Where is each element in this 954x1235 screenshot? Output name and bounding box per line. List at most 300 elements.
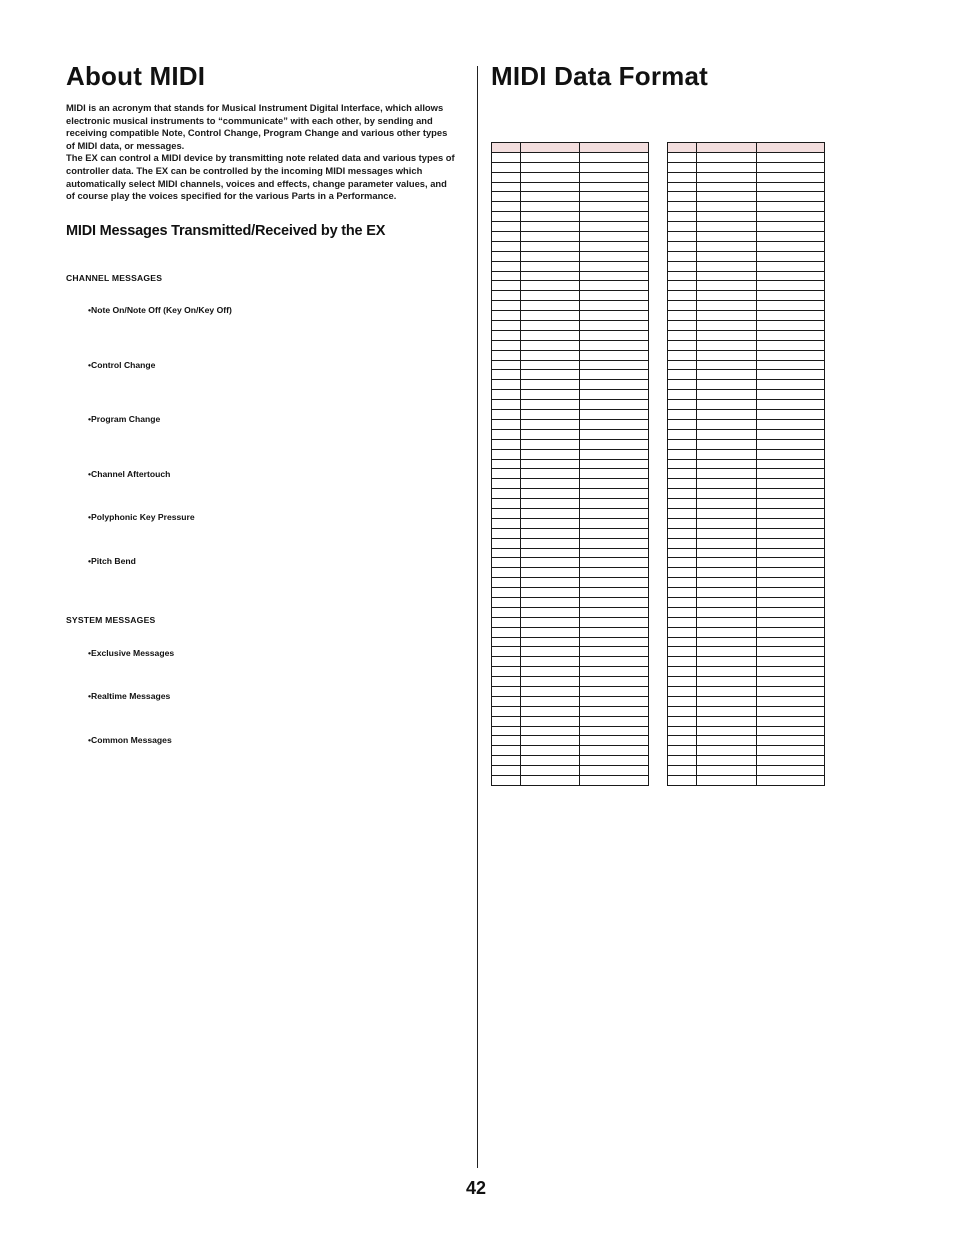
table-row — [492, 390, 649, 400]
table-cell — [668, 558, 697, 568]
table-cell — [757, 241, 825, 251]
table-cell — [580, 459, 649, 469]
table-cell — [492, 637, 521, 647]
table-cell — [492, 607, 521, 617]
table-cell — [521, 716, 580, 726]
table-cell — [697, 291, 757, 301]
table-cell — [492, 548, 521, 558]
table-cell — [697, 261, 757, 271]
table-cell — [697, 202, 757, 212]
table-cell — [580, 192, 649, 202]
table-row — [668, 627, 825, 637]
table-cell — [580, 419, 649, 429]
section-heading-midi-messages: MIDI Messages Transmitted/Received by the EX — [66, 223, 386, 239]
table-row — [492, 607, 649, 617]
table-cell — [580, 489, 649, 499]
table-cell — [697, 340, 757, 350]
table-cell — [757, 370, 825, 380]
table-cell — [757, 528, 825, 538]
table-cell — [580, 538, 649, 548]
page-number: 42 — [466, 1178, 487, 1198]
table-cell — [521, 528, 580, 538]
table-row — [492, 548, 649, 558]
table-cell — [521, 706, 580, 716]
table-cell — [521, 558, 580, 568]
table-cell — [697, 419, 757, 429]
table-cell — [757, 736, 825, 746]
table-row — [668, 400, 825, 410]
table-row — [492, 261, 649, 271]
table-row — [668, 301, 825, 311]
table-cell — [492, 647, 521, 657]
table-row — [668, 251, 825, 261]
table-header-row — [492, 143, 649, 153]
table-cell — [697, 558, 757, 568]
table-cell — [492, 657, 521, 667]
table-cell — [580, 746, 649, 756]
table-cell — [668, 568, 697, 578]
table-row — [492, 340, 649, 350]
table-cell — [697, 350, 757, 360]
table-cell — [580, 143, 649, 153]
table-cell — [492, 232, 521, 242]
table-cell — [492, 162, 521, 172]
table-cell — [521, 400, 580, 410]
table-row — [492, 281, 649, 291]
table-row — [492, 410, 649, 420]
table-cell — [492, 143, 521, 153]
table-cell — [757, 330, 825, 340]
table-row — [668, 499, 825, 509]
table-cell — [757, 390, 825, 400]
table-cell — [521, 597, 580, 607]
table-row — [668, 410, 825, 420]
table-cell — [492, 558, 521, 568]
table-row — [492, 251, 649, 261]
table-cell — [521, 538, 580, 548]
table-row — [668, 756, 825, 766]
table-cell — [668, 677, 697, 687]
table-row — [492, 776, 649, 786]
table-cell — [697, 716, 757, 726]
table-cell — [697, 756, 757, 766]
table-cell — [521, 232, 580, 242]
table-cell — [580, 499, 649, 509]
table-cell — [697, 311, 757, 321]
about-midi-column — [66, 60, 458, 745]
table-cell — [668, 766, 697, 776]
table-cell — [580, 776, 649, 786]
table-row — [492, 469, 649, 479]
table-row — [492, 321, 649, 331]
table-cell — [757, 716, 825, 726]
table-cell — [580, 449, 649, 459]
table-cell — [697, 746, 757, 756]
table-cell — [521, 439, 580, 449]
table-row — [492, 677, 649, 687]
message-exclusive: •Exclusive Messages — [88, 648, 175, 658]
table-cell — [492, 716, 521, 726]
table-row — [492, 766, 649, 776]
table-cell — [668, 172, 697, 182]
table-cell — [697, 182, 757, 192]
table-cell — [697, 439, 757, 449]
table-cell — [492, 528, 521, 538]
table-cell — [521, 736, 580, 746]
table-cell — [521, 350, 580, 360]
table-cell — [697, 766, 757, 776]
table-cell — [580, 588, 649, 598]
table-cell — [757, 192, 825, 202]
table-row — [492, 736, 649, 746]
table-cell — [521, 746, 580, 756]
table-cell — [580, 241, 649, 251]
table-cell — [697, 499, 757, 509]
table-cell — [757, 439, 825, 449]
table-cell — [697, 152, 757, 162]
table-cell — [580, 627, 649, 637]
channel-messages-label: CHANNEL MESSAGES — [66, 273, 163, 283]
table-cell — [757, 360, 825, 370]
table-cell — [757, 340, 825, 350]
table-cell — [668, 370, 697, 380]
table-cell — [697, 192, 757, 202]
table-cell — [492, 311, 521, 321]
table-cell — [697, 548, 757, 558]
table-cell — [668, 588, 697, 598]
table-cell — [521, 330, 580, 340]
table-cell — [668, 657, 697, 667]
table-cell — [492, 578, 521, 588]
table-row — [492, 696, 649, 706]
table-cell — [757, 686, 825, 696]
table-cell — [492, 677, 521, 687]
table-row — [492, 182, 649, 192]
table-cell — [521, 360, 580, 370]
table-cell — [757, 291, 825, 301]
table-cell — [757, 538, 825, 548]
table-row — [492, 518, 649, 528]
table-cell — [580, 162, 649, 172]
table-row — [668, 459, 825, 469]
table-cell — [668, 469, 697, 479]
table-cell — [757, 162, 825, 172]
table-cell — [668, 162, 697, 172]
table-cell — [697, 706, 757, 716]
page-title-about-midi: About MIDI — [66, 61, 206, 91]
table-cell — [492, 617, 521, 627]
table-row — [668, 657, 825, 667]
message-channel-aftertouch: •Channel Aftertouch — [88, 469, 171, 479]
table-cell — [668, 301, 697, 311]
table-cell — [580, 657, 649, 667]
table-cell — [521, 617, 580, 627]
table-cell — [757, 301, 825, 311]
table-cell — [492, 241, 521, 251]
table-cell — [697, 212, 757, 222]
table-cell — [697, 686, 757, 696]
table-cell — [580, 469, 649, 479]
table-cell — [521, 311, 580, 321]
table-cell — [492, 439, 521, 449]
table-cell — [668, 202, 697, 212]
table-cell — [492, 499, 521, 509]
table-cell — [668, 390, 697, 400]
table-row — [668, 726, 825, 736]
table-row — [492, 538, 649, 548]
table-cell — [580, 222, 649, 232]
table-row — [492, 528, 649, 538]
table-row — [492, 617, 649, 627]
table-cell — [668, 271, 697, 281]
table-cell — [697, 143, 757, 153]
table-row — [492, 301, 649, 311]
table-row — [492, 439, 649, 449]
table-cell — [668, 261, 697, 271]
table-row — [492, 172, 649, 182]
table-cell — [757, 400, 825, 410]
table-row — [492, 716, 649, 726]
table-cell — [492, 469, 521, 479]
table-cell — [757, 152, 825, 162]
table-row — [668, 281, 825, 291]
table-cell — [521, 143, 580, 153]
table-cell — [757, 202, 825, 212]
table-cell — [521, 281, 580, 291]
table-cell — [580, 578, 649, 588]
message-common: •Common Messages — [88, 735, 172, 745]
table-cell — [697, 726, 757, 736]
table-cell — [668, 311, 697, 321]
table-cell — [668, 716, 697, 726]
table-row — [668, 202, 825, 212]
table-cell — [697, 627, 757, 637]
table-cell — [757, 756, 825, 766]
table-row — [668, 617, 825, 627]
table-cell — [757, 281, 825, 291]
table-cell — [757, 321, 825, 331]
table-cell — [697, 588, 757, 598]
table-row — [492, 350, 649, 360]
table-row — [492, 202, 649, 212]
table-row — [668, 776, 825, 786]
table-cell — [492, 251, 521, 261]
table-cell — [697, 578, 757, 588]
table-cell — [757, 271, 825, 281]
table-cell — [757, 766, 825, 776]
table-cell — [697, 232, 757, 242]
table-cell — [697, 657, 757, 667]
table-cell — [521, 667, 580, 677]
table-cell — [521, 261, 580, 271]
table-row — [492, 222, 649, 232]
table-cell — [697, 162, 757, 172]
table-cell — [668, 222, 697, 232]
table-cell — [492, 459, 521, 469]
table-cell — [521, 508, 580, 518]
table-cell — [697, 776, 757, 786]
table-cell — [521, 518, 580, 528]
table-cell — [757, 222, 825, 232]
intro-text — [66, 102, 458, 203]
table-cell — [757, 558, 825, 568]
table-row — [668, 192, 825, 202]
table-cell — [521, 568, 580, 578]
table-cell — [521, 380, 580, 390]
table-cell — [757, 597, 825, 607]
table-cell — [492, 390, 521, 400]
table-cell — [668, 548, 697, 558]
table-cell — [668, 607, 697, 617]
table-cell — [521, 291, 580, 301]
table-cell — [668, 479, 697, 489]
table-cell — [697, 597, 757, 607]
table-cell — [757, 746, 825, 756]
table-cell — [580, 172, 649, 182]
table-cell — [521, 301, 580, 311]
table-cell — [521, 588, 580, 598]
table-row — [668, 479, 825, 489]
intro-paragraph-1: MIDI is an acronym that stands for Musical Instrument Digital Interface, which allows electronic musical instruments to “communicate” with each other, by sending and receiving compatible Note, Control Change, Program Change and various other types of MIDI data, or messages. — [66, 102, 448, 151]
table-cell — [492, 568, 521, 578]
table-cell — [521, 469, 580, 479]
table-row — [668, 212, 825, 222]
table-cell — [697, 172, 757, 182]
table-cell — [521, 222, 580, 232]
table-cell — [757, 449, 825, 459]
table-row — [492, 657, 649, 667]
table-cell — [580, 766, 649, 776]
table-row — [492, 558, 649, 568]
table-cell — [521, 647, 580, 657]
table-cell — [492, 686, 521, 696]
table-cell — [492, 518, 521, 528]
table-cell — [492, 261, 521, 271]
table-cell — [521, 370, 580, 380]
table-row — [668, 766, 825, 776]
table-cell — [757, 479, 825, 489]
table-cell — [580, 597, 649, 607]
table-row — [492, 637, 649, 647]
table-row — [668, 518, 825, 528]
table-cell — [697, 281, 757, 291]
table-cell — [492, 330, 521, 340]
table-row — [492, 232, 649, 242]
table-cell — [757, 657, 825, 667]
table-cell — [521, 766, 580, 776]
table-cell — [492, 489, 521, 499]
table-cell — [697, 390, 757, 400]
table-cell — [668, 281, 697, 291]
table-cell — [580, 548, 649, 558]
table-cell — [521, 251, 580, 261]
table-cell — [521, 152, 580, 162]
table-cell — [580, 607, 649, 617]
table-row — [668, 360, 825, 370]
table-cell — [668, 647, 697, 657]
table-cell — [697, 677, 757, 687]
table-cell — [697, 538, 757, 548]
table-cell — [580, 677, 649, 687]
table-cell — [580, 479, 649, 489]
table-cell — [492, 152, 521, 162]
table-cell — [697, 607, 757, 617]
table-cell — [521, 212, 580, 222]
table-cell — [668, 459, 697, 469]
table-header-row — [668, 143, 825, 153]
table-row — [492, 499, 649, 509]
table-cell — [521, 192, 580, 202]
table-cell — [697, 479, 757, 489]
table-cell — [668, 538, 697, 548]
table-cell — [757, 677, 825, 687]
table-cell — [668, 706, 697, 716]
table-cell — [580, 617, 649, 627]
table-cell — [697, 222, 757, 232]
table-cell — [580, 261, 649, 271]
table-cell — [580, 370, 649, 380]
table-cell — [521, 429, 580, 439]
table-cell — [668, 380, 697, 390]
intro-paragraph-2: The EX can control a MIDI device by transmitting note related data and various types of controller data. The EX can be controlled by the incoming MIDI messages which automatically select MIDI channels, voices and effects, change parameter values, and of course play the voices specified for the various Parts in a Performance. — [66, 152, 455, 202]
table-cell — [668, 518, 697, 528]
table-row — [492, 449, 649, 459]
table-row — [668, 746, 825, 756]
table-cell — [580, 350, 649, 360]
table-cell — [757, 499, 825, 509]
table-row — [668, 469, 825, 479]
table-cell — [697, 410, 757, 420]
table-cell — [521, 340, 580, 350]
table-cell — [492, 202, 521, 212]
table-cell — [521, 390, 580, 400]
table-row — [668, 449, 825, 459]
table-cell — [668, 617, 697, 627]
table-cell — [580, 568, 649, 578]
table-cell — [580, 410, 649, 420]
table-cell — [580, 736, 649, 746]
table-cell — [492, 756, 521, 766]
table-row — [668, 508, 825, 518]
table-cell — [492, 766, 521, 776]
message-control-change: •Control Change — [88, 360, 156, 370]
table-cell — [757, 696, 825, 706]
table-row — [492, 152, 649, 162]
midi-data-table-left — [491, 142, 649, 786]
table-cell — [580, 202, 649, 212]
table-cell — [580, 756, 649, 766]
table-cell — [697, 696, 757, 706]
table-row — [668, 538, 825, 548]
table-cell — [697, 489, 757, 499]
table-cell — [580, 291, 649, 301]
table-row — [492, 508, 649, 518]
table-cell — [492, 588, 521, 598]
table-cell — [580, 686, 649, 696]
table-row — [492, 311, 649, 321]
table-cell — [492, 597, 521, 607]
table-cell — [668, 251, 697, 261]
table-cell — [521, 459, 580, 469]
table-row — [668, 607, 825, 617]
table-row — [668, 162, 825, 172]
table-cell — [492, 182, 521, 192]
table-cell — [697, 637, 757, 647]
table-cell — [668, 686, 697, 696]
table-row — [492, 647, 649, 657]
table-cell — [492, 746, 521, 756]
table-cell — [697, 370, 757, 380]
